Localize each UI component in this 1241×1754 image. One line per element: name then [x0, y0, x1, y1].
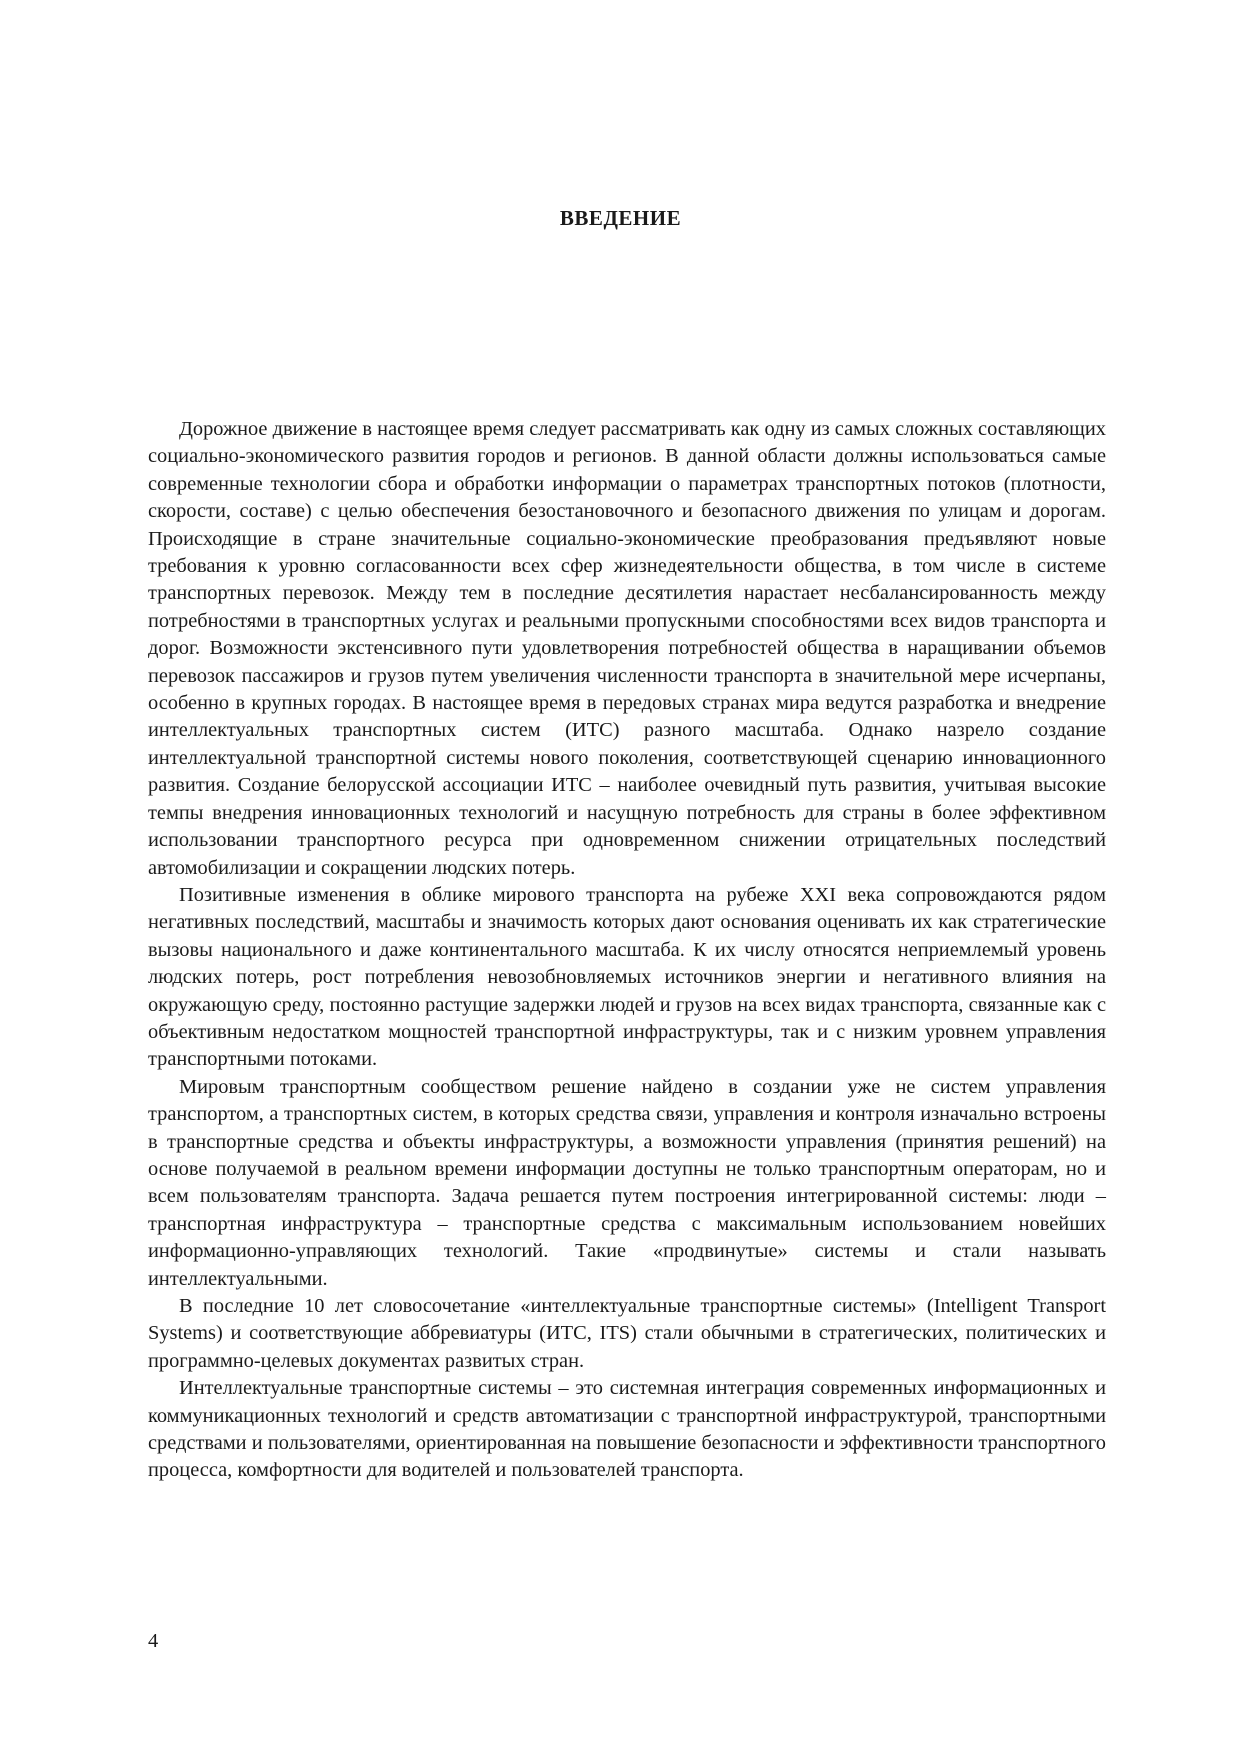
page-number: 4: [148, 1630, 159, 1652]
paragraph: Позитивные изменения в облике мирового транспорта на рубеже XXI века сопровождаются рядом негативных последствий, масштабы и значимость которых дают основания оценивать их как стратегические вызовы национального и даже континентального масштаба. К их числу относятся неприемлемый уровень людских потерь, рост потребления невозобновляемых источников энергии и негативного влияния на окружающую среду, постоянно растущие задержки людей и грузов на всех видах транспорта, связанные как с объективным недостатком мощностей транспортной инфраструктуры, так и с низким уровнем управления транспортными потоками.: [148, 883, 1106, 1071]
paragraph: В последние 10 лет словосочетание «интеллектуальные транспортные системы» (Intelligent Transport Systems) и соответствующие аббревиатуры (ИТС, ITS) стали обычными в стратегических, политических и программно-целевых документах развитых стран.: [148, 1295, 1106, 1372]
paragraph: Дорожное движение в настоящее время следует рассматривать как одну из самых сложных составляющих социально-экономического развития городов и регионов. В данной области должны использоваться самые современные технологии сбора и обработки информации о параметрах транспортных потоков (плотности, скорости, составе) с целью обеспечения безостановочного и безопасного движения по улицам и дорогам. Происходящие в стране значительные социально-экономические преобразования предъявляют новые требования к уровню согласованности всех сфер жизнедеятельности общества, в том числе в системе транспортных перевозок. Между тем в последние десятилетия нарастает несбалансированность между потребностями в транспортных услугах и реальными пропускными способностями всех видов транспорта и дорог. Возможности экстенсивного пути удовлетворения потребностей общества в наращивании объемов перевозок пассажиров и грузов путем увеличения численности транспорта в значительной мере исчерпаны, особенно в крупных городах. В настоящее время в передовых странах мира ведутся разработка и внедрение интеллектуальных транспортных систем (ИТС) разного масштаба. Однако назрело создание интеллектуальной транспортной системы нового поколения, соответствующей сценарию инновационного развития. Создание белорусской ассоциации ИТС – наиболее очевидный путь развития, учитывая высокие темпы внедрения инновационных технологий и насущную потребность для страны в более эффективном использовании транспортного ресурса при одновременном снижении отрицательных последствий автомобилизации и сокращении людских потерь.: [148, 418, 1106, 879]
paragraph: Интеллектуальные транспортные системы – это системная интеграция современных информационных и коммуникационных технологий и средств автоматизации с транспортной инфраструктурой, транспортными средствами и пользователями, ориентированная на повышение безопасности и эффективности транспортного процесса, комфортности для водителей и пользователей транспорта.: [148, 1377, 1106, 1482]
page-title: ВВЕДЕНИЕ: [559, 206, 682, 230]
body-text: [148, 416, 1106, 1485]
paragraph: Мировым транспортным сообществом решение найдено в создании уже не систем управления транспортом, а транспортных систем, в которых средства связи, управления и контроля изначально встроены в транспортные средства и объекты инфраструктуры, а возможности управления (принятия решений) на основе получаемой в реальном времени информации доступны не только транспортным операторам, но и всем пользователям транспорта. Задача решается путем построения интегрированной системы: люди – транспортная инфраструктура – транспортные средства с максимальным использованием новейших информационно-управляющих технологий. Такие «продвинутые» системы и стали называть интеллектуальными.: [148, 1075, 1106, 1290]
